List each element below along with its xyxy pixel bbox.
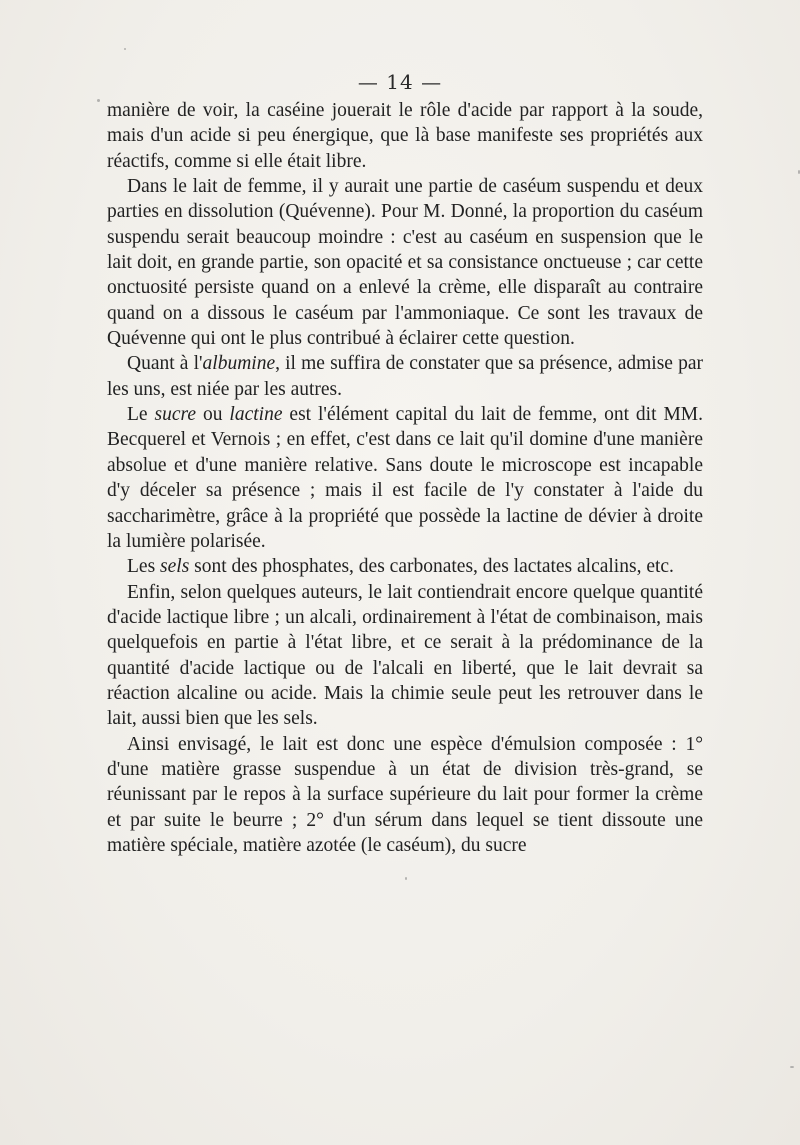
italic-term: sels xyxy=(160,556,190,578)
italic-term: albumine xyxy=(202,353,276,375)
page-number: — 14 — xyxy=(357,70,443,94)
body-text xyxy=(107,98,703,858)
paper-speck xyxy=(97,99,100,102)
text-run: Ainsi envisagé, le lait est donc une espèce d'émulsion composée : 1° d'une matière grasse suspendue à un état de division très-grand, se réunissant par le repos à la surface supérieure du lait pour former la crème et par suite le beurre ; 2° d'un sérum dans lequel se tient dissoute une matière spéciale, matière azotée (le caséum), du sucre xyxy=(107,733,703,856)
italic-term: sucre xyxy=(154,404,197,426)
text-run: manière de voir, la caséine jouerait le rôle d'acide par rapport à la soude, mais d'un acide si peu énergique, que là base manifeste ses propriétés aux réactifs, comme si elle était libre. xyxy=(107,100,703,172)
paragraph xyxy=(107,174,703,351)
paragraph xyxy=(107,98,703,174)
text-run: Dans le lait de femme, il y aurait une partie de caséum suspendu et deux parties en dissolution (Quévenne). Pour M. Donné, la proportion du caséum suspendu serait beaucoup moindre : c'est au caséum en suspension que le lait doit, en grande partie, son opacité et sa consistance onctueuse ; car cette onctuosité persiste quand on a enlevé la crème, elle disparaît au contraire quand on a dissous le caséum par l'ammoniaque. Ce sont les travaux de Quévenne qui ont le plus contribué à éclairer cette question. xyxy=(107,176,703,350)
paper-speck xyxy=(790,1066,794,1068)
text-run: Les xyxy=(127,556,161,578)
text-run: Enfin, selon quelques auteurs, le lait contiendrait encore quelque quantité d'acide lactique libre ; un alcali, ordinairement à l'état de combinaison, mais quelquefois en partie à l'état libre, et ce serait à la prédominance de la quantité d'acide lactique ou de l'alcali en liberté, que le lait devrait sa réaction alcaline ou acide. Mais la chimie seule peut les retrouver dans le lait, aussi bien que les sels. xyxy=(107,581,703,730)
paragraph xyxy=(107,554,703,579)
text-run: sont des phosphates, des carbonates, des lactates alcalins, etc. xyxy=(189,556,674,578)
paragraph xyxy=(107,732,703,859)
text-run: Le xyxy=(127,404,155,426)
paper-speck xyxy=(405,877,407,880)
text-run: Quant à l' xyxy=(127,353,203,375)
paragraph xyxy=(107,580,703,732)
paragraph xyxy=(107,402,703,554)
paper-speck xyxy=(124,48,126,50)
italic-term: lactine xyxy=(229,404,283,426)
text-run: , il me suffira de constater que sa présence, admise par les uns, est niée par les autres. xyxy=(107,353,703,400)
paragraph xyxy=(107,351,703,402)
text-run: est l'élément capital du lait de femme, ont dit MM. Becquerel et Vernois ; en effet, c'est dans ce lait qu'il domine d'une manière absolue et d'une manière relative. Sans doute le microscope est incapable d'y déceler sa présence ; mais il est facile de l'y constater à l'aide du saccharimètre, grâce à la propriété que possède la lactine de dévier à droite la lumière polarisée. xyxy=(107,404,703,552)
text-run: ou xyxy=(196,404,230,426)
